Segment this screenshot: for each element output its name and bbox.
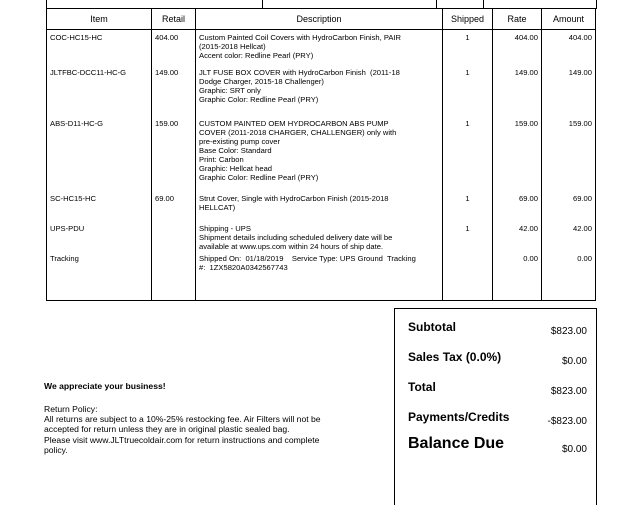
subtotal-value: $823.00 <box>550 326 587 337</box>
col-header-rate: Rate <box>493 9 542 30</box>
description-cell <box>196 65 443 116</box>
table-header-row <box>47 9 596 30</box>
shipped-cell: 1 <box>443 116 493 191</box>
policy-line: policy. <box>44 444 68 455</box>
retail-cell: 404.00 <box>152 30 196 65</box>
rate-cell: 42.00 <box>493 221 542 251</box>
description-line: Base Color: Standard <box>199 145 272 155</box>
retail-cell: 69.00 <box>152 191 196 221</box>
description-cell <box>196 251 443 301</box>
thanks-message: We appreciate your business! <box>44 381 166 391</box>
shipped-cell: 1 <box>443 30 493 65</box>
col-header-retail: Retail <box>152 9 196 30</box>
description-line: Graphic Color: Redline Pearl (PRY) <box>199 172 319 182</box>
description-line: Shipment details including scheduled delivery date will be <box>199 232 393 242</box>
payments-label: Payments/Credits <box>408 410 510 424</box>
amount-cell: 42.00 <box>542 221 596 251</box>
retail-cell: 159.00 <box>152 116 196 191</box>
rate-cell: 159.00 <box>493 116 542 191</box>
retail-cell <box>152 251 196 301</box>
retail-cell <box>152 221 196 251</box>
description-cell <box>196 116 443 191</box>
description-line: Graphic: Hellcat head <box>199 163 273 173</box>
total-value: $823.00 <box>550 386 587 397</box>
totals-box <box>394 308 597 505</box>
description-line: available at www.ups.com within 24 hours of ship date. <box>199 241 384 251</box>
balance-due-value: $0.00 <box>561 444 587 455</box>
description-cell <box>196 191 443 221</box>
sales-tax-value: $0.00 <box>561 356 587 367</box>
rate-cell: 0.00 <box>493 251 542 301</box>
return-policy <box>44 404 364 455</box>
table-row <box>47 30 596 65</box>
col-header-amount: Amount <box>542 9 596 30</box>
amount-cell: 159.00 <box>542 116 596 191</box>
rate-cell: 149.00 <box>493 65 542 116</box>
sales-tax-label: Sales Tax (0.0%) <box>408 350 502 364</box>
description-line: COVER (2011-2018 CHARGER, CHALLENGER) only with <box>199 127 397 137</box>
col-header-description: Description <box>196 9 443 30</box>
description-line: #: 1ZX5820A0342567743 <box>199 262 288 272</box>
balance-due-label: Balance Due <box>408 435 505 452</box>
table-row <box>47 116 596 191</box>
shipped-cell <box>443 251 493 301</box>
col-header-shipped: Shipped <box>443 9 493 30</box>
table-row <box>47 251 596 301</box>
rate-cell: 404.00 <box>493 30 542 65</box>
description-cell <box>196 30 443 65</box>
amount-cell: 149.00 <box>542 65 596 116</box>
amount-cell: 69.00 <box>542 191 596 221</box>
table-row <box>47 221 596 251</box>
total-label: Total <box>408 380 436 394</box>
description-line: HELLCAT) <box>199 202 236 212</box>
description-cell <box>196 221 443 251</box>
description-line: pre-existing pump cover <box>199 136 281 146</box>
description-line: (2015-2018 Hellcat) <box>199 42 266 51</box>
description-line: Shipped On: 01/18/2019 Service Type: UPS Ground Tracking <box>199 253 416 263</box>
policy-line: All returns are subject to a 10%-25% restocking fee. Air Filters will not be <box>44 414 321 425</box>
shipped-cell: 1 <box>443 191 493 221</box>
amount-cell: 0.00 <box>542 251 596 301</box>
description-line: Custom Painted Coil Covers with HydroCarbon Finish, PAIR <box>199 33 402 42</box>
shipped-cell: 1 <box>443 65 493 116</box>
policy-line: Please visit www.JLTtruecoldair.com for return instructions and complete <box>44 434 320 445</box>
shipped-cell: 1 <box>443 221 493 251</box>
description-line: Dodge Charger, 2015-18 Challenger) <box>199 76 324 86</box>
item-cell: JLTFBC-DCC11-HC-G <box>47 65 152 116</box>
rate-cell: 69.00 <box>493 191 542 221</box>
description-line: Strut Cover, Single with HydroCarbon Finish (2015-2018 <box>199 193 389 203</box>
policy-line: accepted for return unless they are in original plastic sealed bag. <box>44 424 290 435</box>
line-items-table <box>46 8 596 301</box>
description-line: Shipping - UPS <box>199 223 251 233</box>
description-line: CUSTOM PAINTED OEM HYDROCARBON ABS PUMP <box>199 118 389 128</box>
item-cell: UPS-PDU <box>47 221 152 251</box>
table-row <box>47 65 596 116</box>
item-cell: SC-HC15-HC <box>47 191 152 221</box>
table-row <box>47 191 596 221</box>
description-line: Graphic Color: Redline Pearl (PRY) <box>199 94 319 104</box>
item-cell: Tracking <box>47 251 152 301</box>
item-cell: COC-HC15-HC <box>47 30 152 65</box>
description-line: JLT FUSE BOX COVER with HydroCarbon Finish (2011-18 <box>199 67 400 77</box>
retail-cell: 149.00 <box>152 65 196 116</box>
description-line: Graphic: SRT only <box>199 85 261 95</box>
amount-cell: 404.00 <box>542 30 596 65</box>
subtotal-label: Subtotal <box>408 320 456 334</box>
item-cell: ABS-D11-HC-G <box>47 116 152 191</box>
payments-value: -$823.00 <box>547 416 587 427</box>
col-header-item: Item <box>47 9 152 30</box>
policy-line: Return Policy: <box>44 404 98 414</box>
description-line: Accent color: Redline Pearl (PRY) <box>199 51 314 60</box>
description-line: Print: Carbon <box>199 154 244 164</box>
